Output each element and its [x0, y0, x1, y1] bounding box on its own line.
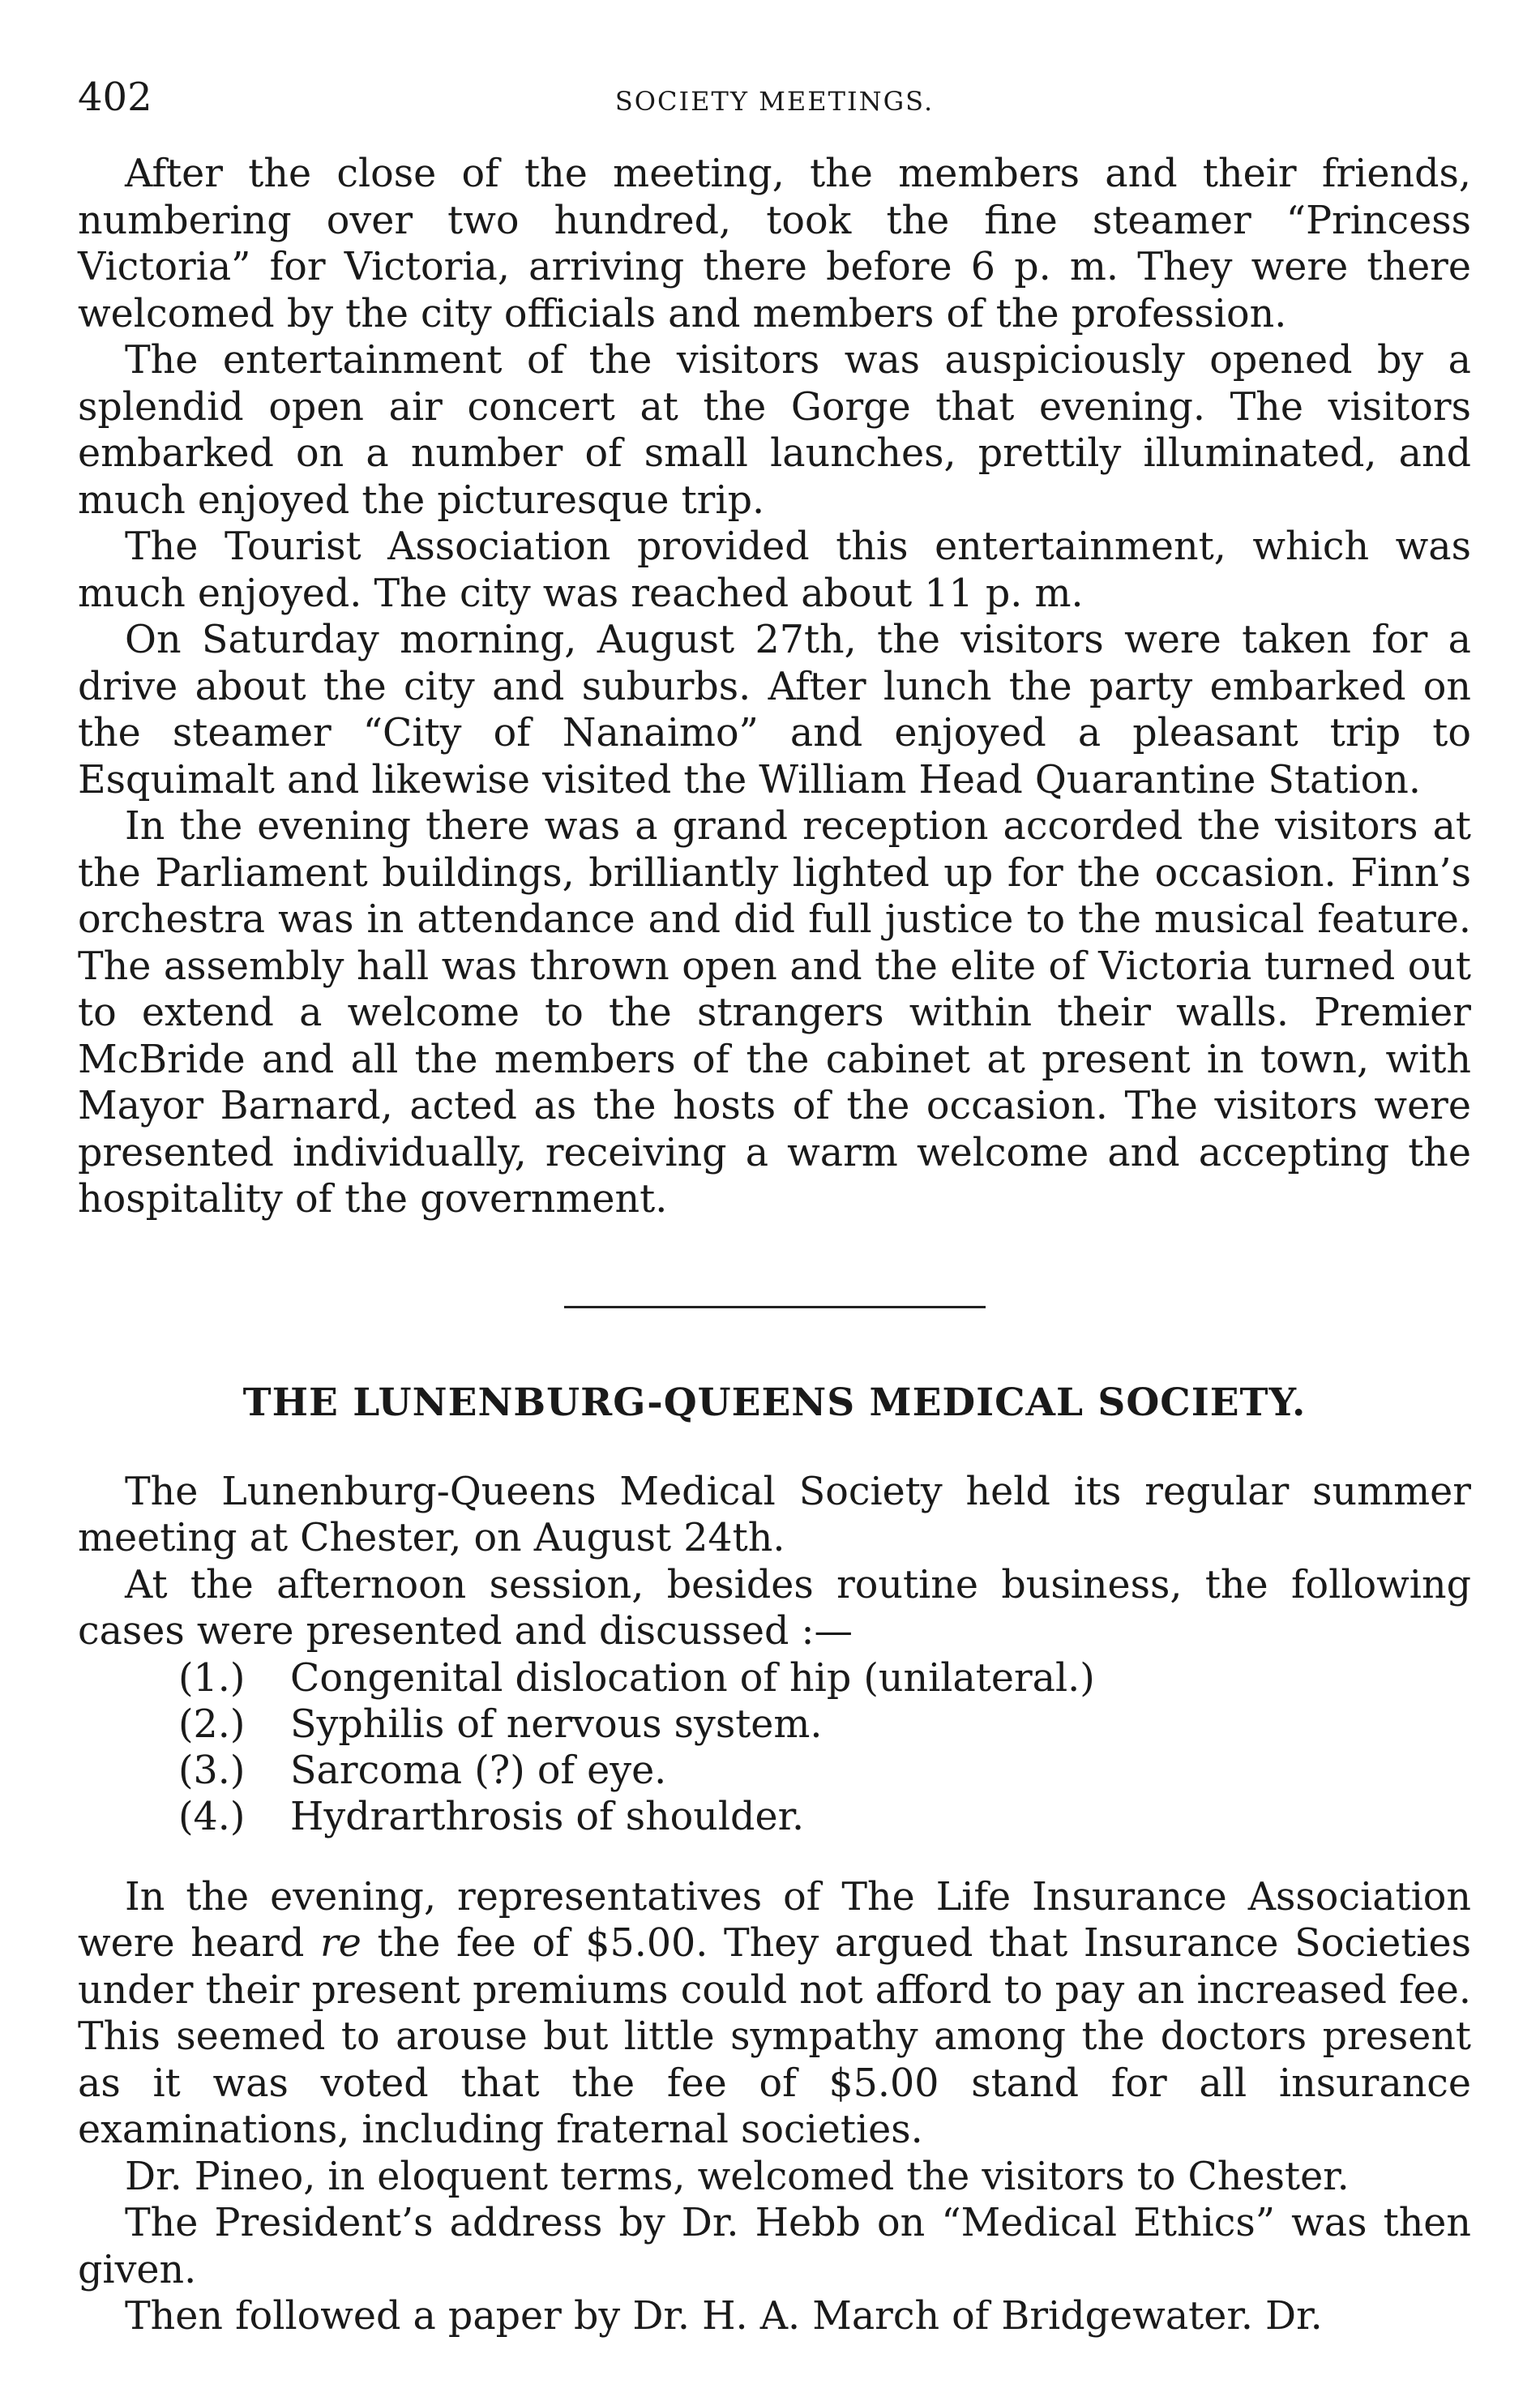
paragraph: The entertainment of the visitors was auspiciously opened by a splendid open air concert at the Gorge that evening. The visitors embarked on a number of small launches, prettily illuminated, and much enjoyed the picturesque trip. — [78, 338, 1471, 523]
case-item — [178, 1794, 1471, 1840]
intro-text — [78, 151, 1471, 1223]
running-header — [78, 73, 1471, 122]
text-run: the fee of $5.00. They argued that Insurance Societies under their present premiums could not afford to pay an increased fee. This seemed to arouse but little sympathy among the doctors present as it was voted that the fee of $5.00 stand for all insurance examinations, including fraternal societies. — [78, 1921, 1471, 2152]
text-run: In the evening, representatives of The Life Insurance Association were heard — [78, 1874, 1471, 1966]
case-number: (1.) — [178, 1655, 246, 1701]
running-title: SOCIETY MEETINGS. — [614, 86, 935, 117]
case-text: Congenital dislocation of hip (unilateral.) — [290, 1655, 1095, 1701]
paragraph: After the close of the meeting, the members and their friends, numbering over two hundred, took the fine steamer “Princess Victoria” for Victoria, arriving there before 6 p. m. They were there welcomed by the city officials and members of the profession. — [78, 152, 1471, 336]
case-number: (3.) — [178, 1748, 246, 1793]
paragraph-insurance — [78, 1874, 1471, 2154]
page-number: 402 — [78, 75, 152, 120]
case-item — [178, 1701, 1471, 1748]
case-text: Sarcoma (?) of eye. — [290, 1748, 667, 1793]
case-text: Hydrarthrosis of shoulder. — [290, 1794, 805, 1839]
case-number: (2.) — [178, 1701, 246, 1747]
paragraph: The Lunenburg-Queens Medical Society held its regular summer meeting at Chester, on August 24th. — [78, 1469, 1471, 1560]
paragraph: The Tourist Association provided this entertainment, which was much enjoyed. The city was reached about 11 p. m. — [78, 524, 1471, 616]
paragraph: Then followed a paper by Dr. H. A. March of Bridgewater. Dr. — [125, 2294, 1323, 2339]
paragraph: In the evening there was a grand reception accorded the visitors at the Parliament buildings, brilliantly lighted up for the occasion. Finn’s orchestra was in attendance and did full justice to the musical feature. The assembly hall was thrown open and the elite of Victoria turned out to extend a welcome to the strangers within their walls. Premier McBride and all the members of the cabinet at present in town, with Mayor Barnard, acted as the hosts of the occasion. The visitors were presented individually, receiving a warm welcome and accepting the hospitality of the government. — [78, 804, 1471, 1222]
case-item — [178, 1655, 1471, 1701]
paragraph: The President’s address by Dr. Hebb on “Medical Ethics” was then given. — [78, 2201, 1471, 2292]
paragraph: On Saturday morning, August 27th, the visitors were taken for a drive about the city and suburbs. After lunch the party embarked on the steamer “City of Nanaimo” and enjoyed a pleasant trip to Esquimalt and likewise visited the William Head Quarantine Station. — [78, 618, 1471, 802]
case-number: (4.) — [178, 1794, 246, 1839]
section-divider — [564, 1306, 986, 1308]
paragraph: At the afternoon session, besides routine business, the following cases were presented and discussed :— — [78, 1562, 1471, 1654]
paragraph: Dr. Pineo, in eloquent terms, welcomed the visitors to Chester. — [125, 2154, 1350, 2199]
case-list — [78, 1655, 1471, 1840]
case-item — [178, 1748, 1471, 1794]
italic-re: re — [320, 1921, 361, 1966]
section-title: THE LUNENBURG-QUEENS MEDICAL SOCIETY. — [242, 1380, 1307, 1425]
case-text: Syphilis of nervous system. — [290, 1701, 823, 1747]
